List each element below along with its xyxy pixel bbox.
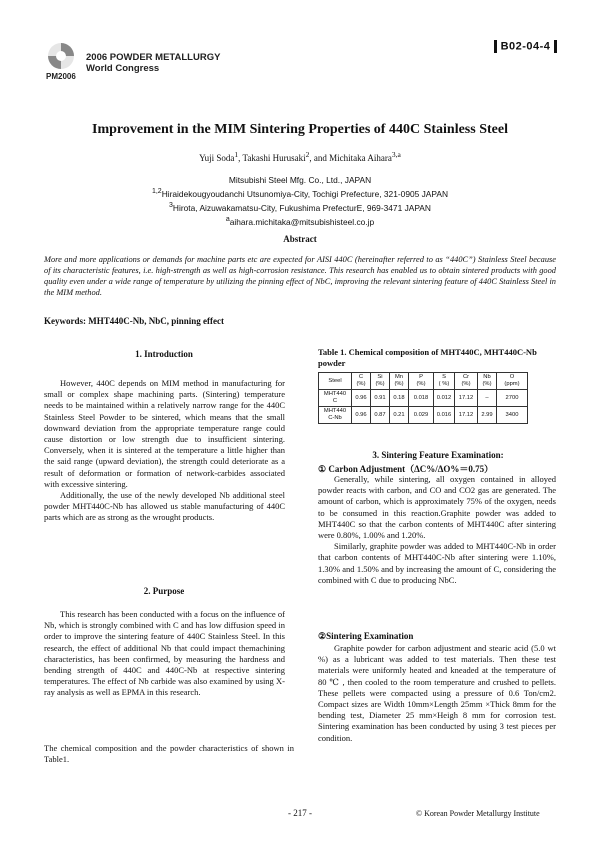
table-cell: 0.012 <box>434 390 455 407</box>
paper-code-text: B02-04-4 <box>500 40 551 53</box>
author-3: , and Michitaka Aihara <box>309 153 392 163</box>
sintering-p2: Similarly, graphite powder was added to MHT440C-Nb in order that carbon contents of MHT440C-Nb after sintering were 1.10%, 1.30% and 1.50% and by increasing the amount of C, considering the combined with C due to producing NbC. <box>318 541 556 585</box>
affil-company: Mitsubishi Steel Mfg. Co., Ltd., JAPAN <box>228 175 372 185</box>
table-cell: 0.96 <box>352 407 371 424</box>
table-cell: 0.016 <box>434 407 455 424</box>
intro-p2: Additionally, the use of the newly developed Nb additional steel powder MHT440C-Nb has allowed us stable manufacturing of 440C parts which are as strong as the wrought products. <box>44 490 285 523</box>
purpose-p1: This research has been conducted with a focus on the influence of Nb, which is strongly combined with C and has low diffusion speed in order to improve the sintering feature of 440C Stainless Steel. In this research, the effect of additional Nb that could impact themachining characteristics, has been confirmed, by measuring the hardness and bending strength of 440C and 440C-Nb at respective sintering temperatures. The effect of Nb carbide was also examined by using X-ray analysis as well as EPMA in this research. <box>44 609 285 698</box>
table-header-cell: C (%) <box>352 373 371 390</box>
purpose-heading: 2. Purpose <box>143 586 185 596</box>
conference-name <box>86 52 220 74</box>
table-header-cell: S ( %) <box>434 373 455 390</box>
affil-email: $^a$aihara.michitaka@mitsubishisteel.co.jp <box>225 215 375 227</box>
carbon-adjustment-subheading: ① Carbon Adjustment（ΔC%/ΔO%＝0.75） <box>318 464 494 474</box>
table-cell: 3400 <box>497 407 528 424</box>
table-header-cell: Mn (%) <box>390 373 409 390</box>
table-cell: 0.87 <box>371 407 390 424</box>
code-bar-left <box>494 40 497 53</box>
composition-table <box>318 372 528 424</box>
page-number: - 217 - <box>288 808 312 818</box>
paper-code <box>494 40 557 53</box>
affil-line2: $^3$Hirota, Aizuwakamatsu-City, Fukushima PrefecturE, 969-3471 JAPAN <box>169 201 431 213</box>
author-2-sup: 2 <box>305 150 310 159</box>
paper-title: Improvement in the MIM Sintering Properties of 440C Stainless Steel <box>92 122 508 137</box>
purpose-body <box>44 609 285 699</box>
affil-line1: $^{1,2}$Hiraidekougyoudanchi Utsunomiya-City, Tochigi Prefecture, 321-0905 JAPAN <box>151 188 448 199</box>
table-cell: – <box>478 390 497 407</box>
table-header-cell: Cr (%) <box>455 373 478 390</box>
sintering-p3: Graphite powder for carbon adjustment and stearic acid (5.0 wt %) as a lubricant was added to test materials. Then these test materials were uniformly heated and kneaded at the temperature of 80 ℃ , then cooled to the room temperature and crushed to pellets. These pellets were compacted using a pressure of 0.6 Ton/cm2. Compact sizes are Width 10mm×Length 25mm ×Thick 8mm for the bending test, Diameter 25 mm×Heigh 8 mm for corrosion test. Sintering examination has been conducted by using 3 test pieces per condition. <box>318 643 556 743</box>
table-cell: 0.91 <box>371 390 390 407</box>
pm2006-logo-icon <box>46 41 76 71</box>
intro-heading: 1. Introduction <box>135 349 193 359</box>
conference-line1: 2006 POWDER METALLURGY <box>86 52 221 63</box>
sintering-p1: Generally, while sintering, all oxygen contained in alloyed powder reacts with carbon, and CO and CO2 gas are generated. The amount of carbon, which is approximately 75% of the oxygen, needs to be consumed in this reaction.Graphite powder was added to MHT440C so that the carbon contents of MHT440C after sintering were 0.80%, 1.00% and 1.20%. <box>318 474 556 541</box>
abstract-heading: Abstract <box>283 234 317 244</box>
authors <box>0 150 600 163</box>
purpose-p2: The chemical composition and the powder characteristics of shown in Table1. <box>44 743 294 765</box>
table-row <box>319 407 528 424</box>
code-bar-right <box>554 40 557 53</box>
table-cell: 2700 <box>497 390 528 407</box>
table-cell: 2.99 <box>478 407 497 424</box>
table-header-cell: Nb (%) <box>478 373 497 390</box>
table-cell: 0.18 <box>390 390 409 407</box>
table-header-cell: Steel <box>319 373 352 390</box>
table-caption: Table 1. Chemical composition of MHT440C, MHT440C-Nb powder <box>318 347 537 368</box>
abstract-text: More and more applications or demands for machine parts etc are expected for AISI 440C (hereinafter referred to as “440C”) Stainless Steel because of its characteristic features, i.e. high-strength as well as high-corrosion resistance. This research has enabled us to obtain sintered products with good quality even under a wide range of temperature by utilizing the pinning effect of NbC, improving the relevant sintering feature of 440C Stainless Steel in the MIM method. <box>44 255 556 297</box>
table-cell: 0.029 <box>409 407 434 424</box>
purpose-body-2 <box>44 743 294 765</box>
copyright: © Korean Powder Metallurgy Institute <box>416 809 540 818</box>
table-cell: MHT440 C-Nb <box>319 407 352 424</box>
table-header-cell: P (%) <box>409 373 434 390</box>
table-header-row <box>319 373 528 390</box>
table-cell: MHT440 C <box>319 390 352 407</box>
sintering-exam-body <box>318 643 556 744</box>
conference-line2: World Congress <box>86 63 160 74</box>
sintering-heading: 3. Sintering Feature Examination: <box>372 450 504 460</box>
table-cell: 0.21 <box>390 407 409 424</box>
table-header-cell: Si (%) <box>371 373 390 390</box>
table-cell: 17.12 <box>455 390 478 407</box>
table-cell: 0.018 <box>409 390 434 407</box>
table-cell: 0.96 <box>352 390 371 407</box>
keywords: Keywords: MHT440C-Nb, NbC, pinning effect <box>44 316 224 326</box>
affiliations <box>0 175 600 227</box>
composition-table-grid <box>318 372 528 424</box>
table-header-cell: O (ppm) <box>497 373 528 390</box>
author-1: Yuji Soda <box>199 153 235 163</box>
table-cell: 17.12 <box>455 407 478 424</box>
table-row <box>319 390 528 407</box>
author-2: , Takashi Hurusaki <box>238 153 306 163</box>
author-1-sup: 1 <box>234 150 239 159</box>
sintering-exam-subheading: ②Sintering Examination <box>318 631 414 641</box>
author-3-sup: 3,a <box>391 150 401 159</box>
intro-p1: However, 440C depends on MIM method in manufacturing for small or complex shape machining parts. (Sintering) temperature needs to be maintained within a relatively narrow range for the 440C Stainless Steel Powder to be sintered, which means that the small downward deviation from the appropriate temperature range could cause distortion or low strength due to insufficient sintering. Conversely, when it is sintered at the temperature a little higher than the said range (upward deviation), the strength could deteriorate as a result of deformation or formation of network-carbides associated with excessive sintering. <box>44 378 285 489</box>
logo-text: PM2006 <box>46 72 76 81</box>
sintering-body <box>318 474 556 586</box>
intro-body <box>44 378 285 524</box>
